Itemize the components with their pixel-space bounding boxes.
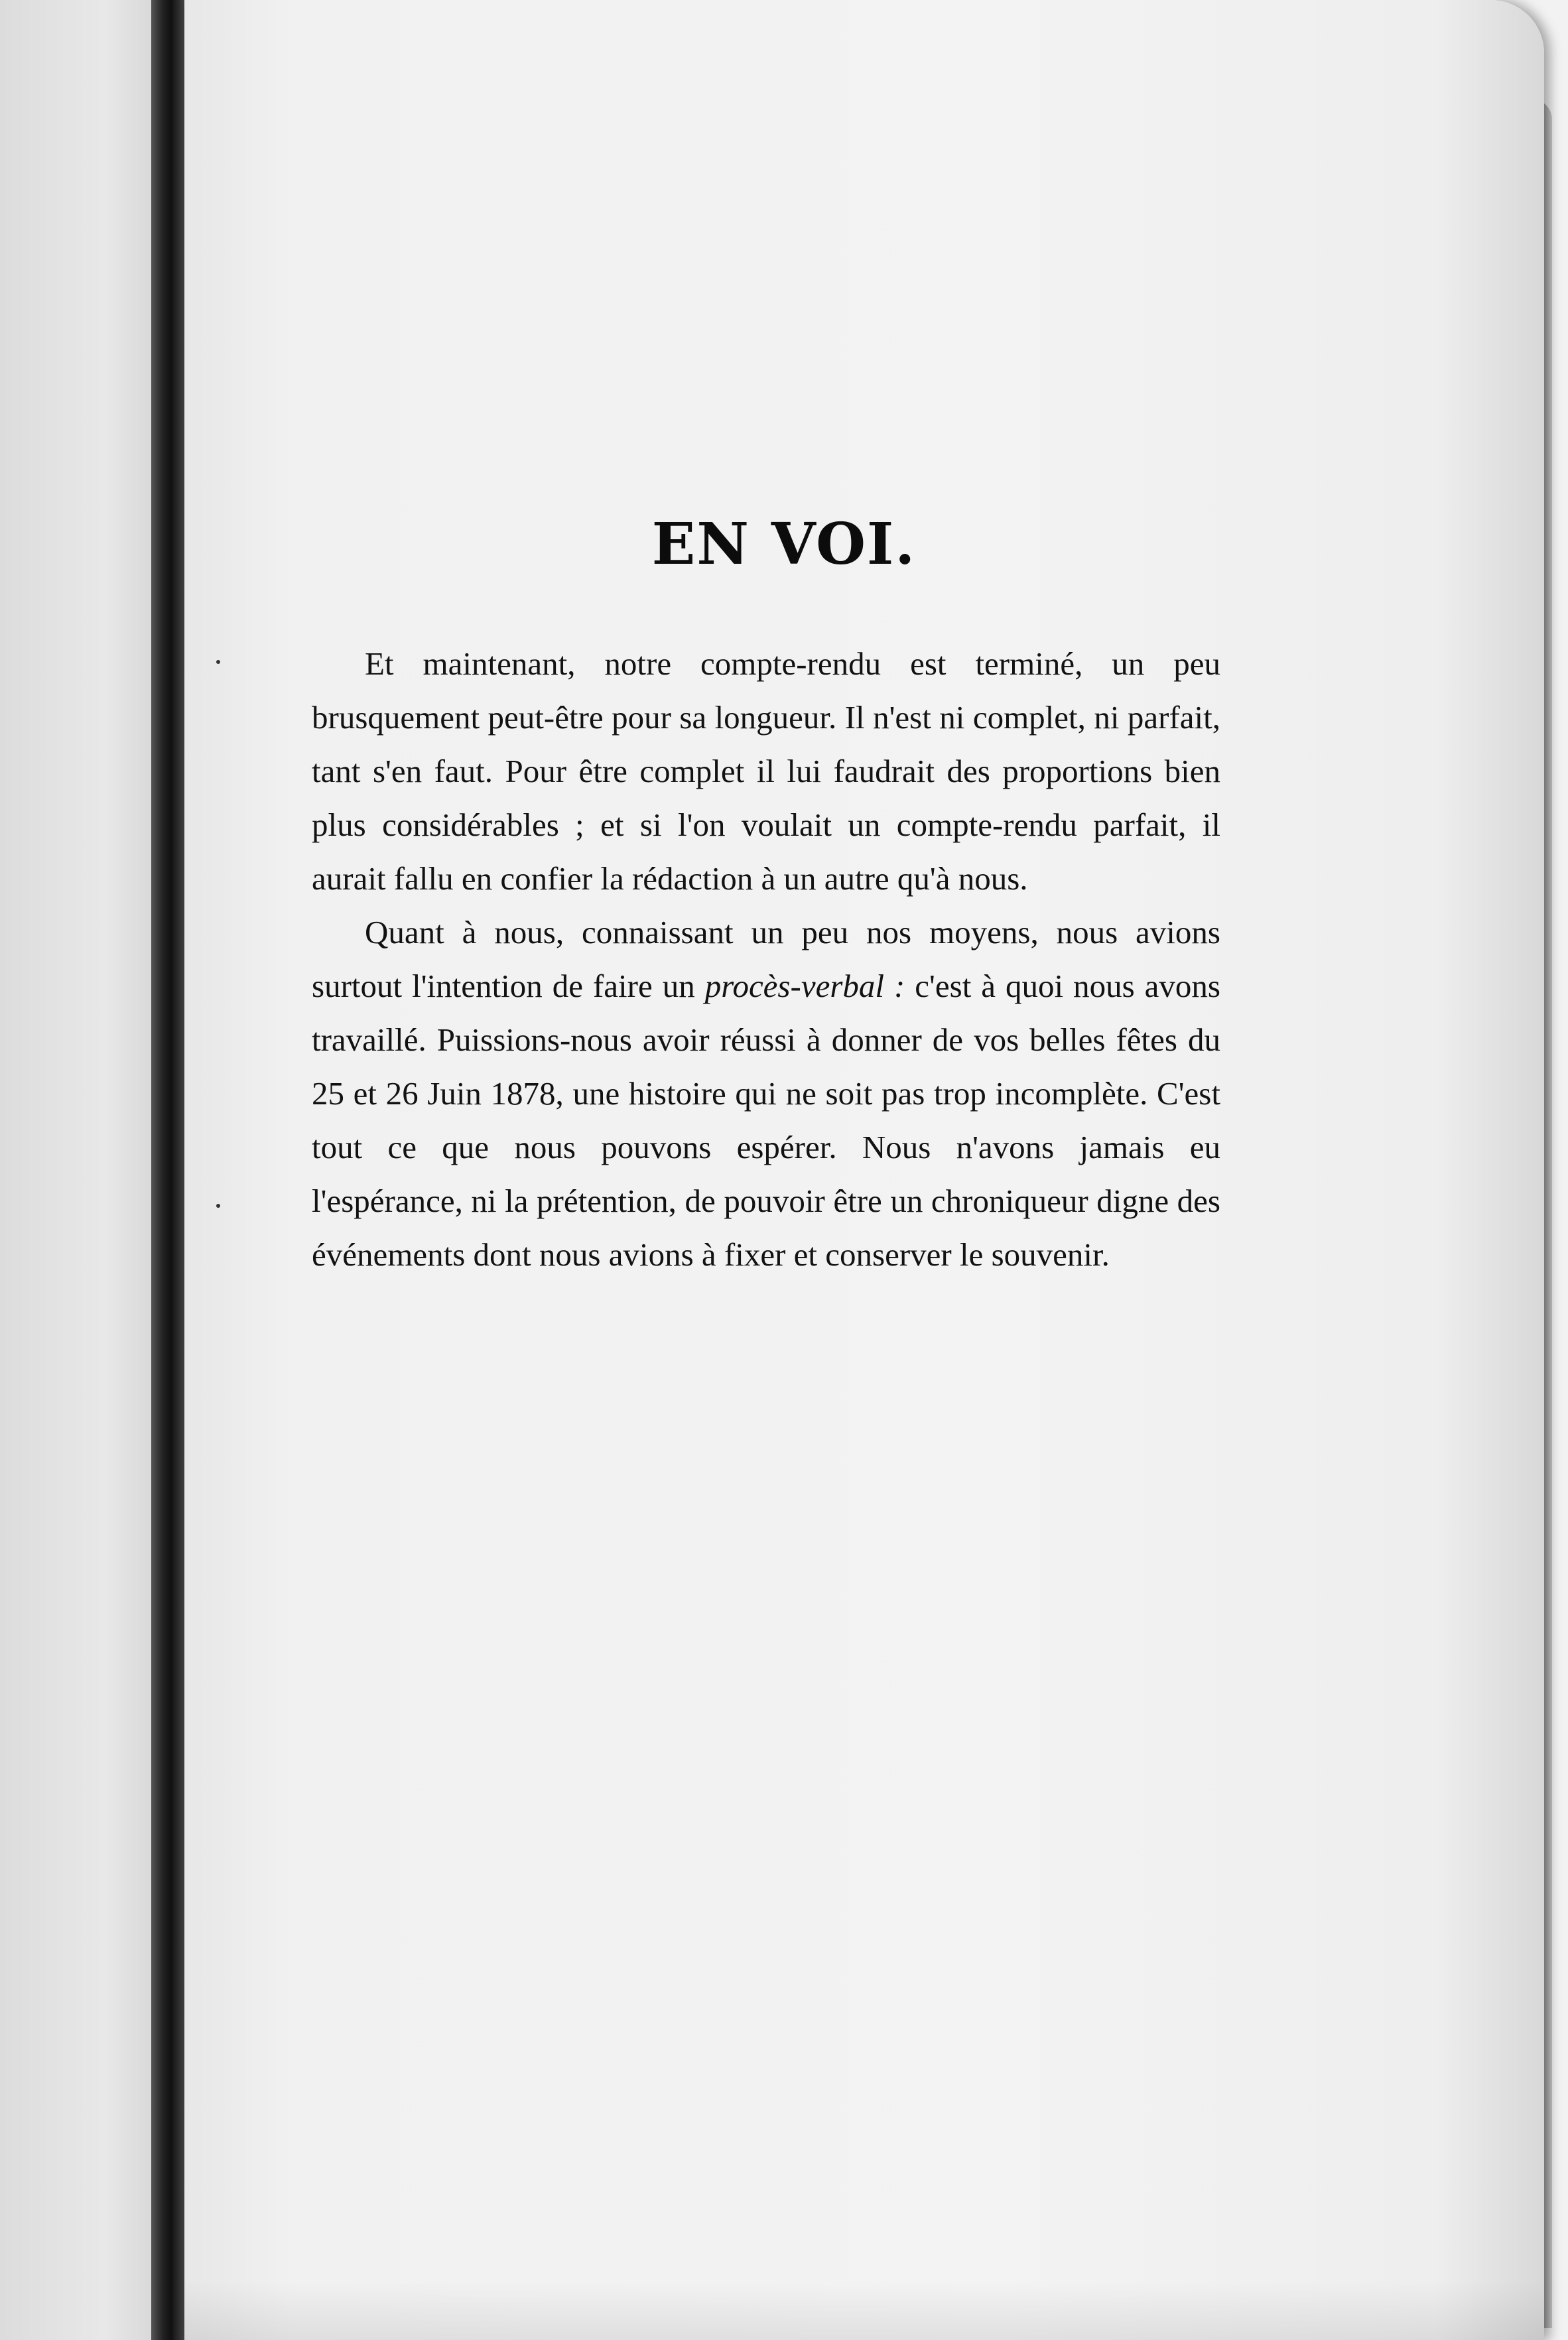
- paragraph-1: [312, 637, 1220, 905]
- page-title: EN VOI.: [651, 511, 917, 578]
- facing-page-edge: [0, 0, 174, 2340]
- paragraph-2: [312, 905, 1220, 1281]
- paragraph-1-text: Et maintenant, notre compte-rendu est terminé, un peu brusquement peut-être pour sa longueur. Il n'est ni complet, ni parfait, tant s'en faut. Pour être complet il lui faudrait des proportions bien plus considérables ; et si l'on voulait un compte-rendu parfait, il aurait fallu en confier la rédaction à un autre qu'à nous.: [312, 645, 1220, 897]
- book-spine-shadow: [151, 0, 184, 2340]
- body-text: [312, 637, 1220, 1281]
- paragraph-2-text-a: Quant à nous, connaissant un peu nos moyens, nous avions surtout l'intention de faire un: [312, 914, 1220, 1004]
- print-speck: [216, 660, 220, 664]
- paragraph-2-text-b: c'est à quoi nous avons travaillé. Puissions-nous avoir réussi à donner de vos belles fêtes du 25 et 26 Juin 1878, une histoire qui ne soit pas trop incomplète. C'est tout ce que nous pouvons espérer. Nous n'avons jamais eu l'espérance, ni la prétention, de pouvoir être un chroniqueur digne des événements dont nous avions à fixer et conserver le souvenir.: [312, 968, 1220, 1273]
- paragraph-2-italic-term: procès-verbal :: [704, 968, 905, 1004]
- page-bottom-shadow: [184, 2282, 1544, 2340]
- print-speck: [216, 1204, 220, 1208]
